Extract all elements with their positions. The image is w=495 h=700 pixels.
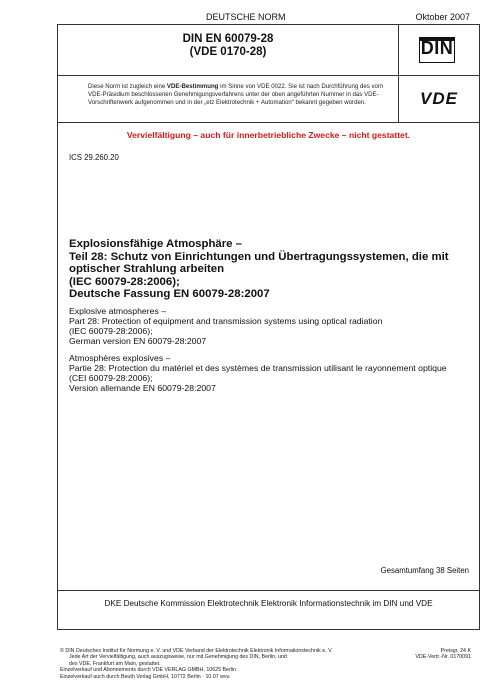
sales-line: Einzelverkauf und Abonnements durch VDE VERLAG GMBH, 10625 Berlin — [60, 667, 237, 674]
divider — [58, 122, 479, 123]
vde-order-number: VDE-Vertr.-Nr. 0170091 — [415, 654, 471, 661]
german-title — [69, 238, 474, 301]
english-title — [69, 306, 474, 346]
din-logo-text: DIN — [420, 38, 454, 58]
note-bold-text: VDE-Bestimmung — [166, 83, 219, 90]
vde-regulation-note — [88, 83, 398, 108]
german-title-line: Deutsche Fassung EN 60079-28:2007 — [69, 288, 270, 301]
divider — [58, 75, 479, 76]
note-text: Diese Norm ist zugleich eine — [88, 83, 167, 90]
french-title — [69, 353, 474, 393]
vde-logo: VDE — [420, 89, 458, 108]
german-title-line: Teil 28: Schutz von Einrichtungen und Übertragungssystemen, die mit optischer Strahlung arbeiten — [69, 250, 449, 276]
price-info — [415, 648, 471, 661]
publication-date: Oktober 2007 — [415, 12, 470, 22]
note-text-continued: im Sinne von VDE 0022. Sie ist nach Durchführung des vom VDE-Präsidium beschlossenen Genehmigungsverfahrens unter der oben angeführten Nummer in das VDE-Vorschriftenwerk aufgenommen und in der „etz Elektrotechnik + Automation“ bekannt gegeben worden. — [88, 83, 384, 107]
french-title-line: Partie 28: Protection du matériel et des systèmes de transmission utilisant le rayonnement optique — [69, 363, 447, 373]
vde-classification: (VDE 0170-28) — [189, 46, 267, 58]
copyright-footer — [60, 648, 390, 680]
copyright-line: © DIN Deutsches Institut für Normung e. V. und VDE Verband der Elektrotechnik Elektronik Informationstechnik e. V. — [60, 648, 333, 654]
sales-line: Einzelverkauf auch durch Beuth Verlag GmbH, 10772 Berlin · 10.07 wvu — [60, 673, 230, 680]
french-title-line: Version allemande EN 60079-28:2007 — [69, 383, 216, 393]
ics-code: ICS 29.260.20 — [69, 153, 119, 162]
english-title-line: German version EN 60079-28:2007 — [69, 336, 207, 346]
title-page-frame — [57, 24, 480, 630]
french-title-line: Atmosphères explosives – — [69, 353, 171, 363]
english-title-line: Part 28: Protection of equipment and transmission systems using optical radiation — [69, 316, 383, 326]
copyright-line: des VDE, Frankfurt am Main, gestattet. — [69, 660, 161, 667]
divider — [398, 25, 399, 122]
english-title-line: (IEC 60079-28:2006); — [69, 326, 153, 336]
price-group: Preisgr. 24 K — [440, 648, 471, 654]
document-type-label: DEUTSCHE NORM — [206, 12, 286, 22]
copyright-line: Jede Art der Vervielfältigung, auch auszugsweise, nur mit Genehmigung des DIN, Berlin, und — [69, 654, 287, 661]
german-title-line: Explosionsfähige Atmosphäre – — [69, 238, 243, 250]
din-logo — [405, 33, 475, 68]
divider — [58, 590, 479, 591]
french-title-line: (CEI 60079-28:2006); — [69, 373, 153, 383]
reproduction-notice: Vervielfältigung – auch für innerbetriebliche Zwecke – nicht gestattet. — [126, 130, 411, 140]
standard-number: DIN EN 60079-28 — [182, 33, 274, 45]
standard-designation — [58, 33, 398, 59]
german-title-line: (IEC 60079-28:2006); — [69, 275, 180, 288]
english-title-line: Explosive atmospheres – — [69, 306, 167, 316]
committee-name: DKE Deutsche Kommission Elektrotechnik Elektronik Informationstechnik im DIN und VDE — [104, 599, 433, 608]
total-pages: Gesamtumfang 38 Seiten — [380, 566, 469, 575]
